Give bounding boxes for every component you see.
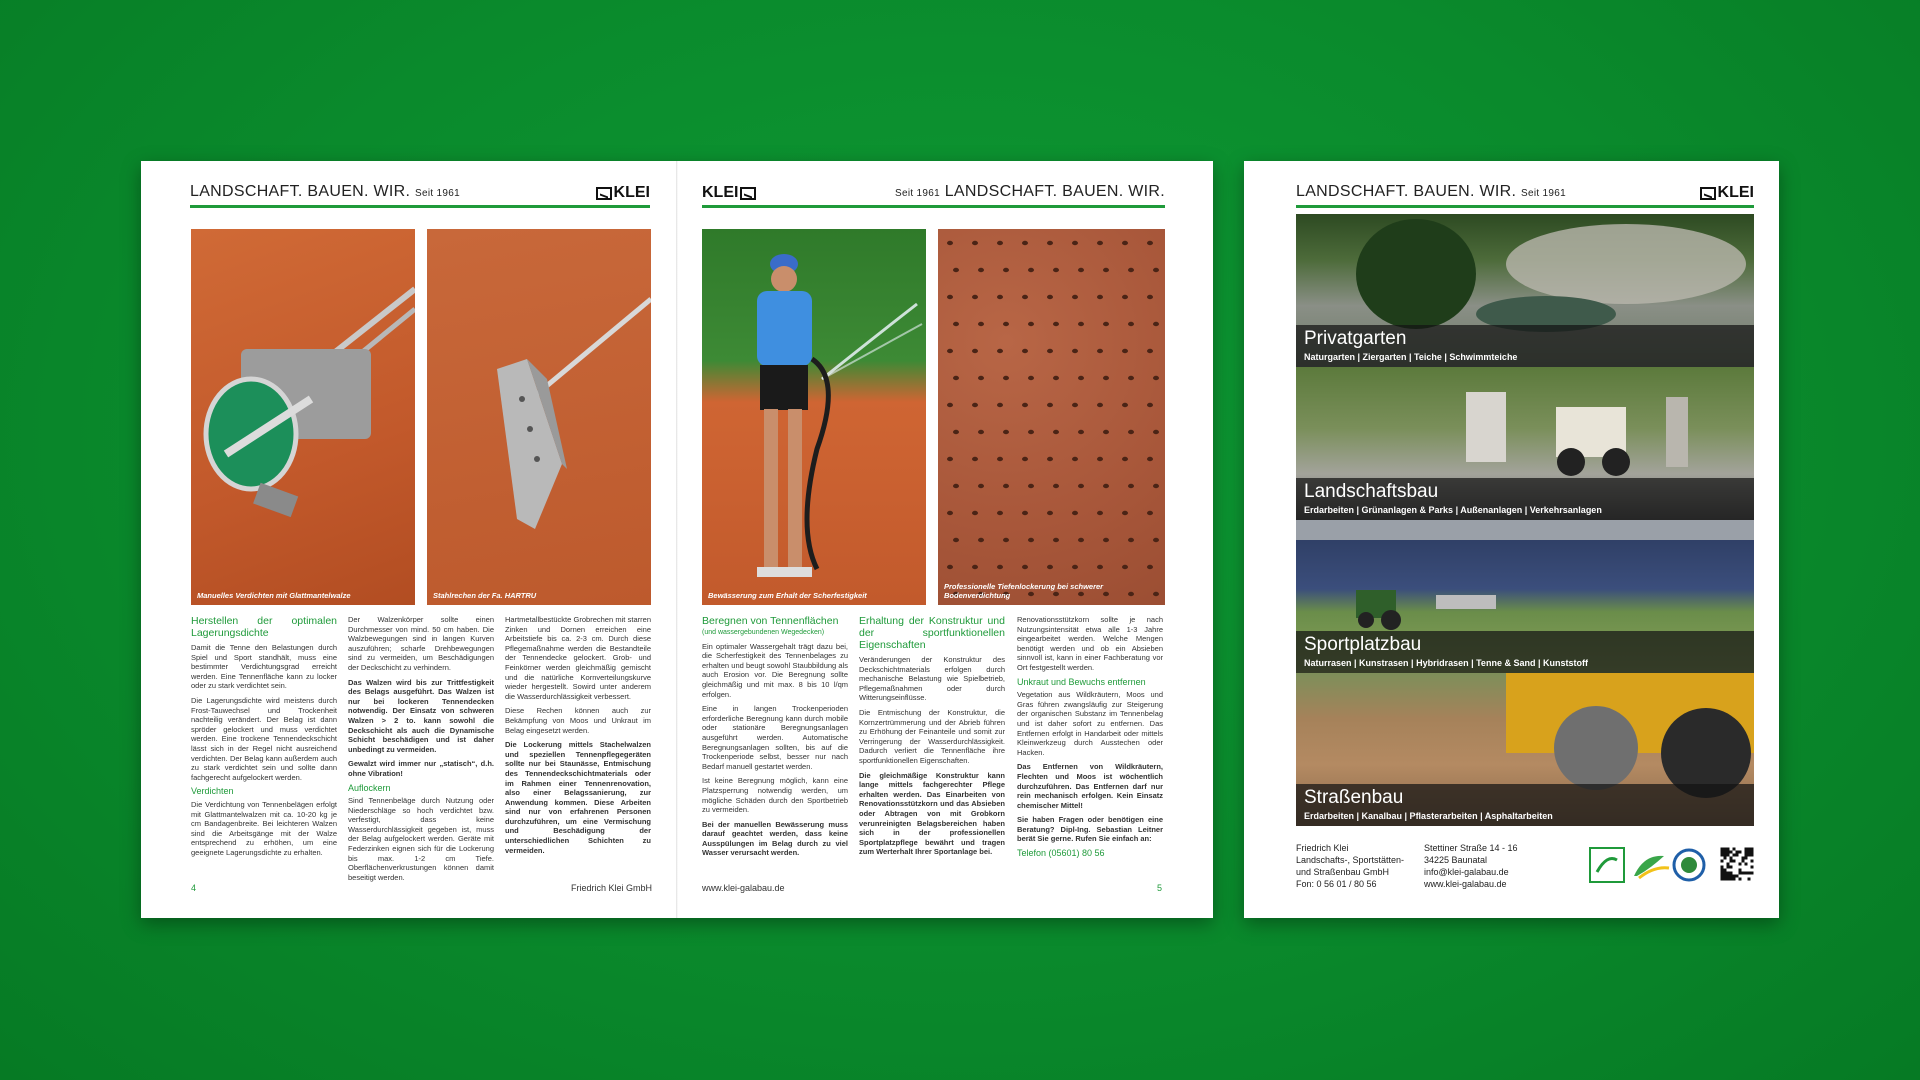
qr-module — [1739, 863, 1742, 866]
aeration-hole — [1078, 268, 1084, 272]
qr-module — [1751, 854, 1754, 857]
aeration-hole — [947, 295, 953, 299]
paragraph: Der Walzenkörper sollte einen Durchmesser von mind. 50 cm haben. Die Walzbewegungen sind in langen Kurven auszuführen; scharfe Drehbewegungen sind zu vermeiden, um Beschädigungen der Deckschicht zu verhindern. — [348, 615, 494, 672]
qr-module — [1727, 848, 1730, 851]
aeration-hole — [1097, 295, 1103, 299]
footer-company: Friedrich Klei GmbH — [571, 883, 653, 893]
aeration-hole — [1128, 538, 1134, 542]
qr-module — [1733, 854, 1736, 857]
qr-module — [1730, 866, 1733, 869]
photo-caption: Professionelle Tiefenlockerung bei schwerer Bodenverdichtung — [944, 582, 1104, 600]
aeration-hole — [1097, 511, 1103, 515]
aeration-hole — [978, 430, 984, 434]
qr-module — [1736, 875, 1739, 878]
aeration-hole — [997, 457, 1003, 461]
aeration-hole — [1078, 376, 1084, 380]
aeration-hole — [972, 565, 978, 569]
qr-module — [1736, 854, 1739, 857]
qr-module — [1748, 851, 1751, 854]
aeration-hole — [978, 376, 984, 380]
aeration-hole — [947, 241, 953, 245]
qr-module — [1739, 851, 1742, 854]
aeration-hole — [972, 457, 978, 461]
qr-module — [1748, 878, 1751, 881]
aeration-hole — [1003, 484, 1009, 488]
paragraph: Ein optimaler Wassergehalt trägt dazu bei, die Scherfestigkeit des Tennenbelages zu erhalten und beugt sowohl Staubbildung als auch Erosion vor. Die Beregnung sollte gleichmäßig und mit max. 8 bis 10 l/qm erfolgen. — [702, 641, 848, 699]
aeration-hole — [1097, 403, 1103, 407]
aeration-hole — [1153, 538, 1159, 542]
qr-module — [1733, 878, 1736, 881]
qr-module — [1745, 857, 1748, 860]
aeration-hole — [947, 349, 953, 353]
qr-module — [1745, 851, 1748, 854]
aeration-hole — [1028, 484, 1034, 488]
aeration-hole — [1147, 241, 1153, 245]
aeration-hole — [1028, 430, 1034, 434]
header-tagline — [895, 183, 1165, 201]
paragraph: Bei der manuellen Bewässerung muss darauf geachtet werden, dass keine Ausspülungen im Belag durch zu viel Wasser verursacht werden. — [702, 819, 848, 858]
aeration-hole — [1153, 376, 1159, 380]
aeration-hole — [1003, 268, 1009, 272]
section-note: (und wassergebundenen Wegedecken) — [702, 629, 825, 636]
section-subtitle: Auflockern — [348, 782, 391, 793]
paragraph: Die Verdichtung von Tennenbelägen erfolgt mit Glattmantelwalzen mit ca. 10-20 kg je cm Bandagenbreite. Bei leichteren Walzen sind die Arbeitsgänge mit der Walze entsprechend zu erhöhen, um eine geeignete Lagerungsdichte zu erhalten. — [191, 799, 337, 857]
band-strassenbau — [1296, 673, 1754, 826]
band-subtitle: Erdarbeiten | Kanalbau | Pflasterarbeiten | Asphaltarbeiten — [1304, 811, 1553, 821]
qr-module — [1745, 863, 1748, 866]
aeration-hole — [972, 241, 978, 245]
header-left — [190, 183, 650, 208]
aeration-hole — [1103, 322, 1109, 326]
qr-module — [1730, 851, 1733, 854]
street: Stettiner Straße 14 - 16 — [1424, 843, 1518, 853]
qr-module — [1745, 848, 1748, 851]
photo-rake — [427, 229, 651, 605]
band-title: Landschaftsbau — [1304, 481, 1439, 502]
aeration-hole — [1078, 484, 1084, 488]
aeration-hole — [1072, 349, 1078, 353]
band-subtitle: Naturrasen | Kunstrasen | Hybridrasen | Tenne & Sand | Kunststoff — [1304, 658, 1588, 668]
qr-module — [1730, 857, 1733, 860]
aeration-image — [938, 229, 1165, 605]
paragraph: Die gleichmäßige Konstruktur kann lange mittels fachgerechter Pflege erhalten werden. Das Einarbeiten von Renovationsstützkorn und das Absieben oder Abtragen von mit Grobkorn verunreinigten Belagsbereichen haben sich in der professionellen Sportplatzpflege bewährt und tragen zum Werterhalt Ihrer Sportanlage bei. — [859, 770, 1005, 857]
column-4 — [702, 615, 848, 863]
aeration-hole — [1072, 511, 1078, 515]
aeration-hole — [1003, 376, 1009, 380]
aeration-hole — [947, 403, 953, 407]
logo-mark-icon — [1700, 187, 1716, 200]
footer-url: www.klei-galabau.de — [702, 883, 785, 893]
aeration-hole — [1047, 457, 1053, 461]
aeration-hole — [1122, 241, 1128, 245]
aeration-hole — [1078, 538, 1084, 542]
section-title: Erhaltung der Konstruktur und der sportfunktionellen Eigenschaften — [859, 615, 1005, 651]
address-right — [1424, 842, 1518, 890]
aeration-hole — [997, 241, 1003, 245]
qr-module — [1727, 851, 1730, 854]
tagline-text: LANDSCHAFT. BAUEN. WIR. — [190, 183, 411, 200]
band-subtitle: Erdarbeiten | Grünanlagen & Parks | Außenanlagen | Verkehrsanlagen — [1304, 505, 1602, 515]
aeration-hole — [978, 268, 984, 272]
qr-module — [1724, 878, 1727, 881]
qr-module — [1727, 866, 1730, 869]
qr-module — [1724, 875, 1727, 878]
aeration-hole — [1147, 565, 1153, 569]
rake-image — [427, 229, 651, 605]
aeration-hole — [1147, 403, 1153, 407]
aeration-hole — [1053, 538, 1059, 542]
since-text: Seit 1961 — [415, 188, 460, 199]
aeration-hole — [1072, 457, 1078, 461]
aeration-hole — [1078, 430, 1084, 434]
aeration-hole — [997, 349, 1003, 353]
aeration-hole — [1028, 322, 1034, 326]
aeration-hole — [953, 430, 959, 434]
aeration-hole — [1128, 322, 1134, 326]
address-left — [1296, 842, 1404, 890]
qr-module — [1721, 848, 1724, 851]
aeration-hole — [1047, 349, 1053, 353]
qr-module — [1727, 875, 1730, 878]
klei-badge-icon — [1590, 848, 1624, 882]
aeration-hole — [1047, 403, 1053, 407]
brochure-spread — [141, 161, 1213, 918]
qr-module — [1721, 854, 1724, 857]
aeration-hole — [1053, 376, 1059, 380]
aeration-hole — [997, 565, 1003, 569]
paragraph: Sie haben Fragen oder benötigen eine Beratung? Dipl-Ing. Sebastian Leitner berät Sie gerne. Rufen Sie einfach an: — [1017, 815, 1163, 844]
paragraph: Die Entmischung der Konstruktur, die Kornzertrümmerung und der Abrieb führen zu Erhöhung der Feinanteile und somit zur Verringerung der Wasserdurchlässigkeit. Dadurch verliert die Tennenfläche ihre sportfunktionellen Eigenschaften. — [859, 707, 1005, 765]
aeration-hole — [1097, 457, 1103, 461]
company-name: Friedrich Klei — [1296, 843, 1349, 853]
qr-module — [1745, 872, 1748, 875]
aeration-hole — [953, 538, 959, 542]
aeration-hole — [1028, 538, 1034, 542]
aeration-hole — [1122, 403, 1128, 407]
aeration-hole — [1047, 511, 1053, 515]
aeration-hole — [947, 457, 953, 461]
qr-module — [1730, 872, 1733, 875]
aeration-hole — [1103, 430, 1109, 434]
aeration-hole — [1122, 349, 1128, 353]
aeration-hole — [1103, 484, 1109, 488]
aeration-hole — [1022, 403, 1028, 407]
quality-seal-icon — [1674, 850, 1704, 880]
section-title: Beregnen von Tennenflächen — [702, 615, 839, 627]
aeration-hole — [1097, 241, 1103, 245]
section-subtitle: Verdichten — [191, 786, 234, 797]
aeration-hole — [1122, 295, 1128, 299]
qr-module — [1751, 848, 1754, 851]
qr-code-icon[interactable] — [1720, 847, 1754, 881]
aeration-hole — [978, 322, 984, 326]
header-tagline — [1296, 183, 1566, 201]
paragraph: Das Entfernen von Wildkräutern, Flechten und Moos ist wöchentlich durchzuführen. Das Entfernen darf nur rein mechanisch erfolgen. Kein Einsatz chemischer Mittel! — [1017, 762, 1163, 810]
column-3 — [505, 615, 651, 860]
aeration-hole — [1153, 430, 1159, 434]
band-privatgarten — [1296, 214, 1754, 367]
klei-logo — [702, 184, 756, 202]
aeration-hole — [1147, 295, 1153, 299]
qr-module — [1724, 869, 1727, 872]
aeration-hole — [1153, 268, 1159, 272]
logo-mark-icon — [740, 187, 756, 200]
qr-module — [1748, 872, 1751, 875]
qr-module — [1727, 854, 1730, 857]
aeration-hole — [997, 295, 1003, 299]
aeration-hole — [1047, 241, 1053, 245]
qr-module — [1748, 848, 1751, 851]
logo-text: KLEI — [613, 184, 650, 201]
qr-module — [1724, 848, 1727, 851]
city: 34225 Baunatal — [1424, 855, 1488, 865]
aeration-hole — [1022, 511, 1028, 515]
band-title: Straßenbau — [1304, 787, 1404, 808]
qr-module — [1730, 875, 1733, 878]
paragraph: Die Lockerung mittels Stachelwalzen und speziellen Tennenpflegegeräten sollte nur bei Staunässe, Entmischung des Tennendeckschichtmaterials oder im Rahmen einer Tennenrenovation, also einer Belagssanierung, zur Anwendung kommen. Diese Arbeiten sind nur von erfahrenen Personen durchzuführen, um eine Vermischung und Beschädigung der unterschiedlichen Schichten zu vermeiden. — [505, 740, 651, 855]
qr-module — [1739, 872, 1742, 875]
logo-mark-icon — [596, 187, 612, 200]
band-subtitle: Naturgarten | Ziergarten | Teiche | Schwimmteiche — [1304, 352, 1518, 362]
qr-module — [1742, 857, 1745, 860]
aeration-hole — [972, 349, 978, 353]
aeration-hole — [1022, 295, 1028, 299]
klei-logo — [1700, 184, 1754, 202]
aeration-hole — [1153, 484, 1159, 488]
aeration-hole — [978, 538, 984, 542]
qr-module — [1751, 851, 1754, 854]
qr-module — [1721, 860, 1724, 863]
watering-image — [702, 229, 926, 605]
aeration-hole — [1097, 565, 1103, 569]
aeration-hole — [1022, 349, 1028, 353]
paragraph: Renovationsstützkorn sollte je nach Nutzungsintensität etwa alle 1-3 Jahre eingearbeitet werden. Welche Mengen benötigt werden und ob ein Absieben sinnvoll ist, kann in einer Fachberatung vor Ort festgestellt werden. — [1017, 615, 1163, 672]
aeration-hole — [953, 376, 959, 380]
aeration-hole — [1028, 376, 1034, 380]
qr-module — [1751, 860, 1754, 863]
paragraph: Diese Rechen können auch zur Bekämpfung von Moos und Unkraut im Belag eingesetzt werden. — [505, 706, 651, 735]
qr-module — [1730, 860, 1733, 863]
company-line: Landschafts-, Sportstätten- — [1296, 855, 1405, 865]
aeration-hole — [1072, 403, 1078, 407]
qr-module — [1724, 851, 1727, 854]
photo-roller — [191, 229, 415, 605]
aeration-hole — [1053, 322, 1059, 326]
aeration-hole — [947, 511, 953, 515]
aeration-hole — [1103, 538, 1109, 542]
since-text: Seit 1961 — [895, 188, 940, 199]
aeration-hole — [1122, 565, 1128, 569]
section-title: Herstellen der optimalen Lagerungsdichte — [191, 615, 337, 639]
aeration-hole — [972, 511, 978, 515]
qr-module — [1733, 875, 1736, 878]
aeration-hole — [1122, 511, 1128, 515]
qr-module — [1739, 869, 1742, 872]
qr-module — [1721, 875, 1724, 878]
roller-image — [191, 229, 415, 605]
aeration-hole — [1053, 268, 1059, 272]
page-number-left: 4 — [191, 883, 197, 893]
paragraph: Hartmetallbestückte Grobrechen mit starren Zinken und Dornen erreichen eine Arbeitstiefe bis ca. 2-3 cm. Durch diese Pflegemaßnahme werden die Bestandteile der Tennendecke gelockert. Grob- und Feinkörner werden gleichmäßig gemischt und die natürliche Kornverteilungskurve wieder hergestellt. Sowird unter anderem die Wasserdurchlässigkeit verbessert. — [505, 615, 651, 701]
logo-text: KLEI — [702, 184, 739, 201]
aeration-hole — [953, 322, 959, 326]
paragraph: Gewalzt wird immer nur „statisch“, d.h. ohne Vibration! — [348, 759, 494, 778]
aeration-hole — [1128, 430, 1134, 434]
qr-module — [1745, 854, 1748, 857]
qr-module — [1727, 863, 1730, 866]
paragraph: Eine in langen Trockenperioden erforderliche Beregnung kann durch mobile oder stationäre Beregnungsanlagen ausgeführt werden. Automatische Beregnungsanlagen sollten, bis auf die Trockenperiode selbst, besser nur nach Bedarf manuell gestartet werden. — [702, 704, 848, 771]
column-6 — [1017, 615, 1163, 862]
aeration-hole — [1103, 376, 1109, 380]
aeration-hole — [997, 403, 1003, 407]
qr-module — [1751, 866, 1754, 869]
aeration-hole — [1022, 457, 1028, 461]
column-2 — [348, 615, 494, 887]
qr-module — [1733, 848, 1736, 851]
aeration-hole — [1147, 511, 1153, 515]
header-tagline — [190, 183, 460, 201]
website: www.klei-galabau.de — [1424, 879, 1507, 889]
aeration-hole — [972, 295, 978, 299]
paragraph: Das Walzen wird bis zur Trittfestigkeit des Belags ausgeführt. Das Walzen ist nur bei lockeren Tennendecken notwendig. Der Einsatz von schweren Walzen > 2 to. kann sowohl die Deckschicht als auch die Dynamische Schicht beschädigen und ist daher unbedingt zu vermeiden. — [348, 677, 494, 754]
aeration-hole — [1053, 430, 1059, 434]
photo-caption: Bewässerung zum Erhalt der Scherfestigkeit — [708, 591, 867, 600]
qr-module — [1748, 854, 1751, 857]
photo-aeration — [938, 229, 1165, 605]
paragraph: Ist keine Beregnung möglich, kann eine Platzsperrung notwendig werden, um mögliche Schäden durch den Sportbetrieb zu vermeiden. — [702, 776, 848, 815]
aeration-hole — [1047, 295, 1053, 299]
paragraph: Damit die Tenne den Belastungen durch Spiel und Sport standhält, muss eine bestimmter Verdichtungsgrad erreicht werden. Eine Tennenfläche kann zu locker oder zu stark verdichtet sein. — [191, 643, 337, 691]
photo-caption: Manuelles Verdichten mit Glattmantelwalze — [197, 591, 351, 600]
tagline-text: LANDSCHAFT. BAUEN. WIR. — [944, 183, 1165, 200]
aeration-hole — [1047, 565, 1053, 569]
qr-module — [1721, 869, 1724, 872]
aeration-hole — [947, 565, 953, 569]
qr-module — [1730, 878, 1733, 881]
qr-module — [1727, 878, 1730, 881]
aeration-hole — [1128, 376, 1134, 380]
paragraph: Die Lagerungsdichte wird meistens durch Frost-Tauwechsel und Trockenheit nachteilig verändert. Der Belag ist dann spröder gelockert und muss verdichtet werden. Eine trockene Tennendeckschicht lässt sich in der Regel nicht ausreichend verdichten. Der Belag kann außerdem auch zu stark verdichtet sein und sollte dann fachgerecht aufgelockert werden. — [191, 695, 337, 782]
paragraph: Vegetation aus Wildkräutern, Moos und Gras führen zwangsläufig zur Steigerung der organischen Substanz im Tennenbelag und ist daher sofort zu entfernen. Das Entfernen erfolgt in Handarbeit oder mittels Kleinwerkzeug durch Ausstechen oder Hacken. — [1017, 690, 1163, 757]
qr-module — [1721, 866, 1724, 869]
aeration-hole — [1147, 349, 1153, 353]
paragraph: Veränderungen der Konstruktur des Deckschichtmaterials erfolgen durch mechanische Belastung wie Spielbetrieb, Pflegemaßnahmen oder durch Witterungseinflüsse. — [859, 655, 1005, 703]
aeration-hole — [1153, 322, 1159, 326]
aeration-hole — [1128, 268, 1134, 272]
aeration-hole — [972, 403, 978, 407]
aeration-hole — [1072, 241, 1078, 245]
aeration-hole — [1078, 322, 1084, 326]
aeration-hole — [997, 511, 1003, 515]
qr-module — [1721, 872, 1724, 875]
header-right — [702, 183, 1165, 208]
aeration-hole — [1003, 538, 1009, 542]
photo-caption: Stahlrechen der Fa. HARTRU — [433, 591, 537, 600]
qr-module — [1724, 854, 1727, 857]
aeration-hole — [1128, 484, 1134, 488]
band-title: Sportplatzbau — [1304, 634, 1422, 655]
band-landschaftsbau — [1296, 367, 1754, 520]
qr-module — [1742, 860, 1745, 863]
aeration-hole — [953, 268, 959, 272]
company-phone: Fon: 0 56 01 / 80 56 — [1296, 879, 1377, 889]
page-gutter — [676, 161, 678, 918]
aeration-hole — [1053, 484, 1059, 488]
aeration-hole — [1097, 349, 1103, 353]
band-sportplatzbau — [1296, 520, 1754, 673]
paragraph: Sind Tennenbeläge durch Nutzung oder Niederschläge so hoch verdichtet bzw. verfestigt, dass keine Wasserdurchlässigkeit gegeben ist, muss der Belag aufgelockert werden. Geräte mit Federzinken eignen sich für die Lockerung bis max. 1-2 cm Tiefe. Oberflächenverkrustungen können damit beseitigt werden. — [348, 796, 494, 882]
photo-watering — [702, 229, 926, 605]
qr-module — [1721, 851, 1724, 854]
qr-module — [1751, 872, 1754, 875]
logo-text: KLEI — [1717, 184, 1754, 201]
qr-module — [1724, 872, 1727, 875]
aeration-hole — [1022, 241, 1028, 245]
section-subtitle: Unkraut und Bewuchs entfernen — [1017, 676, 1146, 687]
header-back — [1296, 183, 1754, 208]
aeration-hole — [1003, 322, 1009, 326]
phone-number: Telefon (05601) 80 56 — [1017, 848, 1105, 859]
aeration-hole — [1028, 268, 1034, 272]
aeration-hole — [1072, 295, 1078, 299]
qr-module — [1736, 851, 1739, 854]
qr-module — [1739, 878, 1742, 881]
qr-module — [1727, 872, 1730, 875]
email: info@klei-galabau.de — [1424, 867, 1509, 877]
aeration-hole — [1147, 457, 1153, 461]
band-title: Privatgarten — [1304, 328, 1407, 349]
brochure-back-cover — [1244, 161, 1779, 918]
aeration-hole — [1122, 457, 1128, 461]
aeration-hole — [953, 484, 959, 488]
aeration-hole — [1022, 565, 1028, 569]
klei-logo — [596, 184, 650, 202]
qr-module — [1721, 878, 1724, 881]
company-line: und Straßenbau GmbH — [1296, 867, 1390, 877]
aeration-hole — [1072, 565, 1078, 569]
aeration-hole — [1103, 268, 1109, 272]
column-1 — [191, 615, 337, 862]
since-text: Seit 1961 — [1521, 188, 1566, 199]
column-5 — [859, 615, 1005, 862]
page-number-right: 5 — [1157, 883, 1163, 893]
tagline-text: LANDSCHAFT. BAUEN. WIR. — [1296, 183, 1517, 200]
aeration-hole — [978, 484, 984, 488]
qr-module — [1742, 872, 1745, 875]
qr-module — [1733, 860, 1736, 863]
certification-logos — [1589, 846, 1709, 884]
association-leaf-icon — [1634, 856, 1669, 878]
qr-module — [1724, 857, 1727, 860]
aeration-hole — [1003, 430, 1009, 434]
